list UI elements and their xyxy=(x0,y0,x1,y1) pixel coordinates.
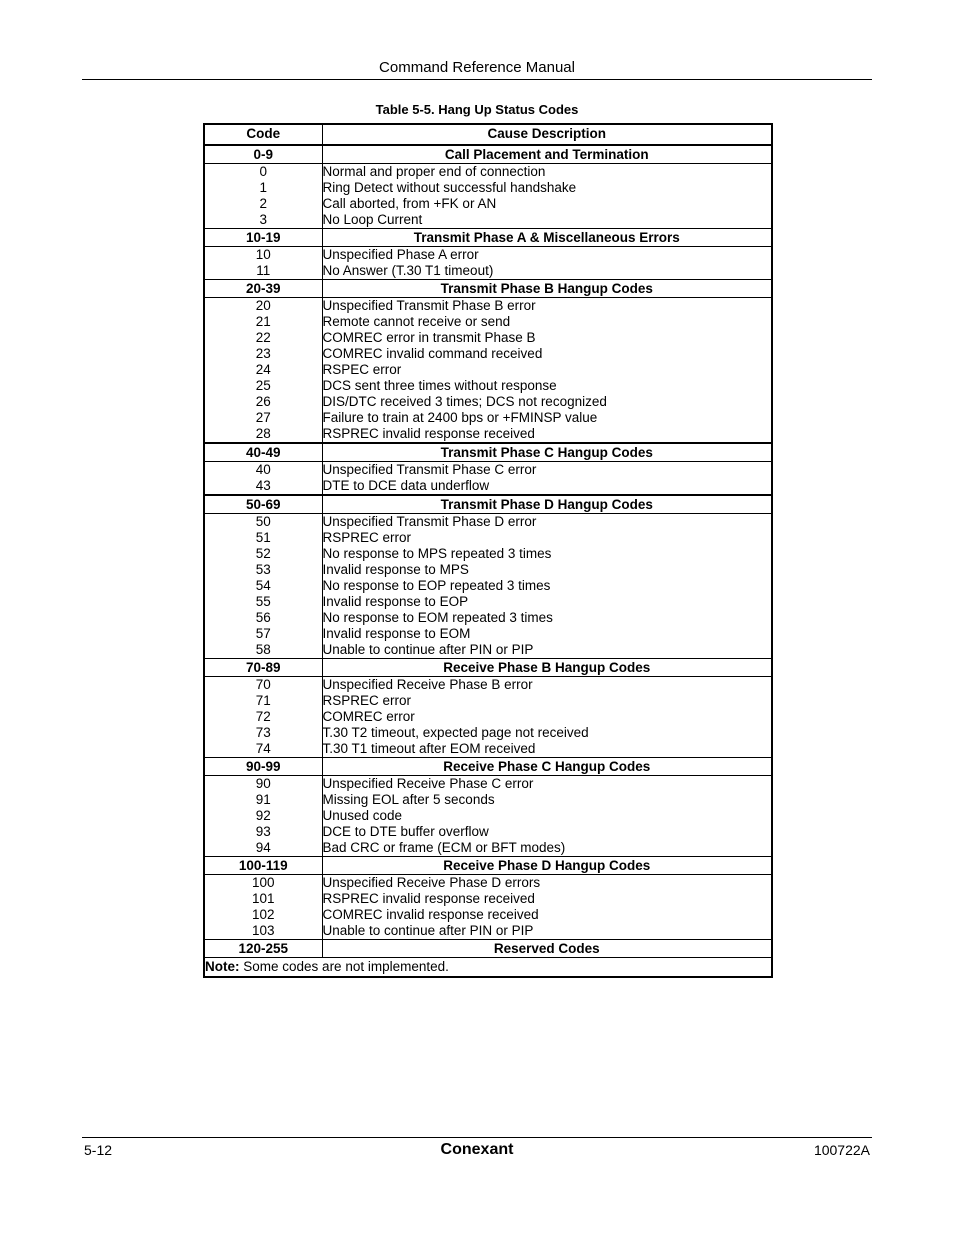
status-description: DIS/DTC received 3 times; DCS not recognized xyxy=(322,394,607,409)
status-description: DTE to DCE data underflow xyxy=(322,478,490,493)
status-code: 103 xyxy=(251,923,275,938)
status-code: 51 xyxy=(255,530,271,545)
group-items-row xyxy=(204,247,772,280)
status-description: Unspecified Transmit Phase B error xyxy=(322,298,536,313)
group-title: Transmit Phase A & Miscellaneous Errors xyxy=(322,229,772,247)
status-description: No response to EOM repeated 3 times xyxy=(322,610,553,625)
status-code: 25 xyxy=(255,378,271,393)
table-caption: Table 5-5. Hang Up Status Codes xyxy=(375,102,579,117)
group-code-range: 40-49 xyxy=(204,443,322,462)
group-items-row xyxy=(204,462,772,496)
status-code: 11 xyxy=(256,263,271,278)
table-body xyxy=(204,145,772,958)
page-number: 5-12 xyxy=(84,1142,113,1158)
status-code: 72 xyxy=(255,709,271,724)
group-codes-cell xyxy=(204,677,322,758)
group-header-row xyxy=(204,940,772,958)
status-code: 28 xyxy=(255,426,271,441)
table-note xyxy=(204,958,772,978)
status-description: Bad CRC or frame (ECM or BFT modes) xyxy=(322,840,566,855)
status-description: COMREC error in transmit Phase B xyxy=(322,330,536,345)
group-code-range: 90-99 xyxy=(204,758,322,776)
status-code: 54 xyxy=(255,578,271,593)
status-description: No response to EOP repeated 3 times xyxy=(322,578,551,593)
status-code: 93 xyxy=(255,824,271,839)
status-code: 10 xyxy=(255,247,271,262)
status-code: 55 xyxy=(255,594,271,609)
status-code: 70 xyxy=(255,677,271,692)
status-code: 40 xyxy=(255,462,271,477)
group-codes-cell xyxy=(204,462,322,496)
status-description: Unspecified Receive Phase D errors xyxy=(322,875,541,890)
group-header-row xyxy=(204,857,772,875)
running-header-title: Command Reference Manual xyxy=(379,59,575,76)
status-description: Unused code xyxy=(322,808,403,823)
status-code: 43 xyxy=(255,478,271,493)
group-code-range: 120-255 xyxy=(204,940,322,958)
group-codes-cell xyxy=(204,514,322,659)
status-description: RSPREC error xyxy=(322,693,412,708)
status-code: 90 xyxy=(255,776,271,791)
group-header-row xyxy=(204,280,772,298)
status-description: COMREC invalid response received xyxy=(322,907,539,922)
group-descriptions-cell xyxy=(322,875,772,940)
status-description: Invalid response to MPS xyxy=(322,562,469,577)
group-codes-cell xyxy=(204,247,322,280)
status-code: 56 xyxy=(255,610,271,625)
status-code: 57 xyxy=(255,626,271,641)
status-code: 3 xyxy=(259,212,267,227)
status-description: Unspecified Receive Phase B error xyxy=(322,677,533,692)
status-description: Invalid response to EOM xyxy=(322,626,471,641)
group-descriptions-cell xyxy=(322,247,772,280)
group-descriptions-cell xyxy=(322,776,772,857)
group-items-row xyxy=(204,164,772,229)
status-description: COMREC error xyxy=(322,709,415,724)
group-header-row xyxy=(204,495,772,514)
group-descriptions-cell xyxy=(322,462,772,496)
status-code: 0 xyxy=(259,164,267,179)
status-description: Normal and proper end of connection xyxy=(322,164,546,179)
group-title: Reserved Codes xyxy=(322,940,772,958)
status-description: Unspecified Receive Phase C error xyxy=(322,776,534,791)
status-description: COMREC invalid command received xyxy=(322,346,543,361)
status-description: Unable to continue after PIN or PIP xyxy=(322,923,534,938)
group-code-range: 70-89 xyxy=(204,659,322,677)
table-note-row xyxy=(204,958,772,978)
group-descriptions-cell xyxy=(322,298,772,444)
note-text: Some codes are not implemented. xyxy=(243,959,449,974)
company-name: Conexant xyxy=(440,1141,514,1158)
group-header-row xyxy=(204,659,772,677)
status-description: Missing EOL after 5 seconds xyxy=(322,792,495,807)
group-title: Transmit Phase B Hangup Codes xyxy=(322,280,772,298)
group-title: Call Placement and Termination xyxy=(322,145,772,164)
status-description: RSPREC invalid response received xyxy=(322,891,535,906)
status-code: 50 xyxy=(255,514,271,529)
status-description: Unspecified Transmit Phase D error xyxy=(322,514,537,529)
group-header-row xyxy=(204,229,772,247)
group-descriptions-cell xyxy=(322,164,772,229)
status-description: Remote cannot receive or send xyxy=(322,314,511,329)
header-rule xyxy=(82,79,872,80)
status-description: T.30 T2 timeout, expected page not received xyxy=(322,725,589,740)
status-code: 21 xyxy=(255,314,271,329)
group-codes-cell xyxy=(204,776,322,857)
footer-rule xyxy=(82,1137,872,1138)
group-title: Receive Phase B Hangup Codes xyxy=(322,659,772,677)
status-description: DCE to DTE buffer overflow xyxy=(322,824,489,839)
status-code: 27 xyxy=(255,410,271,425)
status-code: 24 xyxy=(255,362,271,377)
note-label: Note: xyxy=(205,959,240,974)
group-title: Transmit Phase D Hangup Codes xyxy=(322,495,772,514)
status-code: 73 xyxy=(255,725,271,740)
status-code: 23 xyxy=(255,346,271,361)
status-code: 2 xyxy=(259,196,267,211)
group-code-range: 100-119 xyxy=(204,857,322,875)
column-header-cause-description: Cause Description xyxy=(322,124,772,145)
status-description: Unable to continue after PIN or PIP xyxy=(322,642,534,657)
status-description: Ring Detect without successful handshake xyxy=(322,180,577,195)
group-title: Receive Phase C Hangup Codes xyxy=(322,758,772,776)
status-description: Call aborted, from +FK or AN xyxy=(322,196,497,211)
status-code: 53 xyxy=(255,562,271,577)
status-description: T.30 T1 timeout after EOM received xyxy=(322,741,536,756)
group-descriptions-cell xyxy=(322,677,772,758)
group-descriptions-cell xyxy=(322,514,772,659)
status-description: DCS sent three times without response xyxy=(322,378,557,393)
status-code: 71 xyxy=(255,693,271,708)
group-items-row xyxy=(204,776,772,857)
group-items-row xyxy=(204,677,772,758)
status-description: No Answer (T.30 T1 timeout) xyxy=(322,263,494,278)
status-description: RSPREC invalid response received xyxy=(322,426,535,441)
status-code: 92 xyxy=(255,808,271,823)
status-code: 91 xyxy=(255,792,271,807)
status-code: 94 xyxy=(255,840,271,855)
group-codes-cell xyxy=(204,875,322,940)
group-items-row xyxy=(204,514,772,659)
status-code: 20 xyxy=(255,298,271,313)
status-code: 74 xyxy=(255,741,271,756)
group-code-range: 50-69 xyxy=(204,495,322,514)
group-codes-cell xyxy=(204,164,322,229)
group-code-range: 10-19 xyxy=(204,229,322,247)
status-description: Unspecified Transmit Phase C error xyxy=(322,462,537,477)
document-number: 100722A xyxy=(813,1142,870,1158)
group-code-range: 20-39 xyxy=(204,280,322,298)
column-header-code: Code xyxy=(204,124,322,145)
status-code: 58 xyxy=(255,642,271,657)
group-items-row xyxy=(204,875,772,940)
status-code: 1 xyxy=(259,180,267,195)
status-description: Invalid response to EOP xyxy=(322,594,469,609)
status-code: 52 xyxy=(255,546,271,561)
status-description: Unspecified Phase A error xyxy=(322,247,479,262)
status-description: RSPREC error xyxy=(322,530,412,545)
group-title: Receive Phase D Hangup Codes xyxy=(322,857,772,875)
group-header-row xyxy=(204,145,772,164)
group-header-row xyxy=(204,758,772,776)
status-description: No response to MPS repeated 3 times xyxy=(322,546,552,561)
status-description: RSPEC error xyxy=(322,362,402,377)
status-code: 22 xyxy=(255,330,271,345)
hang-up-status-codes-table xyxy=(203,123,773,978)
group-codes-cell xyxy=(204,298,322,444)
status-description: Failure to train at 2400 bps or +FMINSP value xyxy=(322,410,598,425)
status-code: 26 xyxy=(255,394,271,409)
group-title: Transmit Phase C Hangup Codes xyxy=(322,443,772,462)
status-code: 100 xyxy=(251,875,275,890)
table-header-row xyxy=(204,124,772,145)
group-header-row xyxy=(204,443,772,462)
status-code: 101 xyxy=(251,891,275,906)
status-code: 102 xyxy=(251,907,275,922)
group-code-range: 0-9 xyxy=(204,145,322,164)
status-description: No Loop Current xyxy=(322,212,423,227)
group-items-row xyxy=(204,298,772,444)
